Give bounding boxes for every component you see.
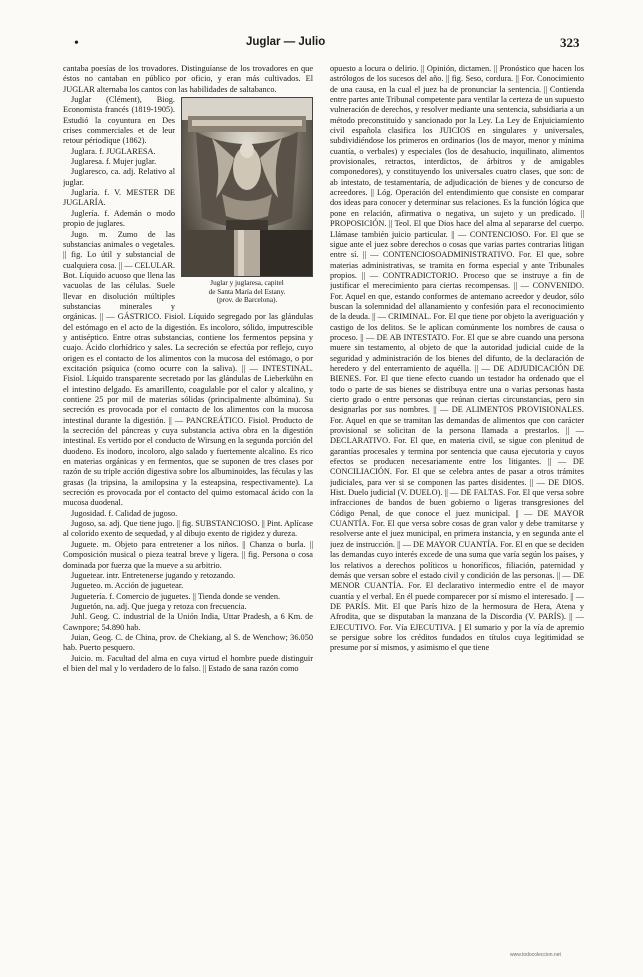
running-header	[0, 36, 643, 54]
entry-juglar-clement: Juglar (Clément), Biog. Economista francés (1819-1905). Estudió la coyuntura en Des crises commerciales et de leur retour périodique (1862).	[63, 95, 175, 146]
caption-line: (prov. de Barcelona).	[216, 296, 278, 305]
figure-caption	[181, 279, 313, 305]
entry-juglar-cont: cantaba poesías de los trovadores. Distinguíanse de los trovadores en que éstos no cantaban en público por oficio, y eran más cultivados. El JUGLAR alternaba los cantos con las habilidades de saltabanco.	[63, 64, 313, 94]
entry-jugueteria: Juguetería. f. Comercio de juguetes. || Tienda donde se venden.	[71, 591, 281, 601]
caption-line: de Santa María del Estany.	[208, 287, 286, 296]
running-title: Juglar — Julio	[246, 36, 326, 48]
watermark: www.todocoleccion.net	[510, 952, 561, 958]
capital-photo	[181, 97, 313, 277]
entry-juicio: Juicio. m. Facultad del alma en cuya virtud el hombre puede distinguir el bien del mal y lo verdadero de lo falso. || Estado de sana razón como	[63, 653, 313, 673]
entry-juhl: Juhl. Geog. C. industrial de la Unión India, Uttar Pradesh, a 6 Km. de Cawnpore; 54.890 hab.	[63, 612, 313, 632]
entry-juicio-cont: opuesto a locura o delirio. || Opinión, dictamen. || Pronóstico que hacen los astrólogos de los sucesos del año. || fig. Seso, cordura. || For. Conocimiento de una causa, en la cual el juez ha de pronunciar la sentencia. || Contienda entre partes ante Tribunal competente para ventilar la certeza de un supuesto vulneración de derechos, y resolver mediante una sentencia, subsidiaria a un método preconstituido y sancionado por la Ley. La Ley de Enjuiciamiento civil española clasifica los JUICIOS en singulares y universales, subdividiéndose los primeros en ordinarios (los de mayor, menor y mínima cuantía, o verbales) y especiales (los de desahucio, inquilinato, alimentos provisionales, retractos, interdictos, de árbitros y de amigables componedores), y constituyendo los universales cuatro clases, que son: de ab intestato, de testamentaría, de adjudicación de bienes y de concurso de acreedores. || Lóg. Operación del entendimiento que consiste en comparar dos ideas para conocer y determinar sus relaciones. Es la función lógica que pone en relación, afirmativa o negativa, un sujeto y un predicado. || PROPOSICIÓN. || Teol. El que Dios hace del alma al separarse del cuerpo. Llámase también juicio particular. || — CONTENCIOSO. For. El que se sigue ante el juez sobre derechos o cosas que varias partes contrarias litigan entre sí. || — CONTENCIOSOADMINISTRATIVO. For. El que, sobre materias administrativas, se tramita en forma especial y ante Tribunales propios. || — CONTRADICTORIO. Proceso que se instruye a fin de justificar el merecimiento para ciertas recompensas. || — CONVENIDO. For. Aquel en que, estando conformes de antemano acreedor y deudor, sólo buscan la solemnidad del allanamiento y confesión para el reconocimiento de la deuda. || — CRIMINAL. For. El que tiene por objeto la averiguación y castigo de los delitos. Se le aplican comúnmente los nombres de causa o proceso. || — DE AB INTESTATO. For. El que se abre cuando una persona muere sin testamento, al objeto de que la autoridad judicial cuide de la seguridad y administración de los bienes del difunto, de la declaración de heredero y del enterramiento de aquélla. || — DE ADJUDICACIÓN DE BIENES. For. El que tiene efecto cuando un testador ha ordenado que el todo o parte de sus bienes se distribuya entre una o varias personas hasta cierto grado o entre personas que reúnan ciertas circunstancias, pero sin designarlas por sus nombres. || — DE ALIMENTOS PROVISIONALES. For. Aquel en que se tramitan las demandas de alimentos que con carácter provisional se solicitan de la persona llamada a prestarlos. || — DECLARATIVO. For. El que, en materia civil, se sigue con plenitud de garantías procesales y termina por sentencia que causa ejecutoria y cuyos efectos se producen necesariamente entre los litigantes. || — DE CONCILIACIÓN. For. El que se celebra antes de pasar a otros trámites judiciales, para ver si se componen las partes disidentes. || — DE DIOS. Hist. Duelo judicial (V. DUELO). || — DE FALTAS. For. El que versa sobre infracciones de bandos de buen gobierno o ligeras transgresiones del Código Penal, de que conoce el juez municipal. || — DE MAYOR CUANTÍA. For. El que versa sobre cosas de gran valor y debe tramitarse y resolverse ante el juez municipal, en primera instancia, y en segunda ante el juez de instrucción. || — DE MAYOR CUANTÍA. For. El en que se deciden las demandas cuyo interés excede de una suma que varía según los países, y los relativos a derechos políticos u honoríficos, filiación, paternidad y demás que versan sobre el estado civil y condición de las personas. || — DE MENOR CUANTÍA. For. El declarativo intermedio entre el de mayor cuantía y el verbal. En él puede comparecer por sí mismo el interesado. || — DE PARÍS. Mit. El que París hizo de la hermosura de Hera, Atena y Afrodita, que se disputaban la manzana de la Discordia (V. PARÍS). || — EJECUTIVO. For. Vía EJECUTIVA. || El sumario y por la vía de apremio se persigue sobre los créditos fundados en títulos cuya legitimidad se presume por sí mismos, y asimismo el que tiene	[330, 64, 584, 653]
right-column	[330, 64, 584, 944]
capital-illustration	[182, 98, 312, 276]
entry-juian: Juian, Geog. C. de China, prov. de Chekiang, al S. de Wenchow; 36.050 hab. Puerto pesquero.	[63, 632, 313, 653]
entry-juguete: Juguete. m. Objeto para entretener a los niños. || Chanza o burla. || Composición musical o pieza teatral breve y ligera. || fig. Persona o cosa dominada por fuerza que la mueve a su arbitrio.	[63, 539, 313, 570]
entry-jugoso: Jugoso, sa. adj. Que tiene jugo. || fig. SUBSTANCIOSO. || Pint. Aplícase al colorido exento de sequedad, y al dibujo exento de rigidez y dureza.	[63, 519, 313, 539]
caption-line: Juglar y juglaresa, capitel	[210, 279, 284, 288]
entry-jugueton: Juguetón, na. adj. Que juega y retoza con frecuencia.	[71, 601, 247, 611]
entry-jugo: Jugo. m. Zumo de las substancias animales o vegetales. || fig. Lo útil y substancial de cualquiera cosa. || — CELULAR. Bot. Líquido acuoso que llena las vacuolas de las células. Suele llevar en disolución múltiples substancias minerales y orgánicas. || — GÁSTRICO. Fisiol. Líquido segregado por las glándulas del estómago en el acto de la digestión. Es incoloro, sólido, imputrescible y antiséptico. Entre otras substancias, contiene los fermentos pepsina y cuajo. Ácido clorhídrico y sales. La secreción se efectúa por reflejo, cuyo origen es el contacto de los alimentos con la mucosa del estómago, o por excitación psíquica (como ocurre con la saliva). || — INTESTINAL. Fisiol. Líquido transparente secretado por las glándulas de Lieberkühn en el intestino delgado. Es amarillento, coagulable por el calor y alcalino, y contiene 25 por mil de materias sólidas (principalmente albúmina). Su secreción es provocada por el contacto de los alimentos con la mucosa intestinal durante la digestión. || — PANCREÁTICO. Fisiol. Producto de la secreción del páncreas y cuya substancia activa obra en la digestión intestinal. Es vertido por el conducto de Wirsung en la segunda porción del duodeno. Es inodoro, incoloro, algo salado y fuertemente alcalino. Es rico en materias orgánicas y en fermentos, que se suponen de tres clases por razón de su triple acción digestiva sobre los albuminoides, las féculas y las grasas (la tripsina, la amilopsina y la esteapsina, respectivamente). La secreción es provocada por el contacto del quimo estomacal ácido con la mucosa duodenal.	[63, 229, 313, 508]
entry-juglaria: Juglaría. f. V. MESTER DE JUGLARÍA.	[63, 188, 175, 208]
entry-jugueteo: Jugueteo. m. Acción de juguetear.	[71, 581, 184, 591]
entry-juglaresco: Juglaresco, ca. adj. Relativo al juglar.	[63, 167, 175, 187]
page-mark: •	[74, 36, 79, 51]
capital-figure	[181, 97, 313, 305]
entry-juguetear: Juguetear. intr. Entretenerse jugando y retozando.	[71, 570, 236, 580]
entry-jugosidad: Jugosidad. f. Calidad de jugoso.	[71, 508, 178, 518]
left-column	[63, 64, 313, 934]
entry-juglaresa: Juglaresa. f. Mujer juglar.	[71, 157, 157, 167]
entry-juglara: Juglara. f. JUGLARESA.	[71, 146, 156, 156]
page-number: 323	[560, 35, 580, 50]
entry-jugleria: Juglería. f. Ademán o modo propio de juglares.	[63, 208, 175, 229]
